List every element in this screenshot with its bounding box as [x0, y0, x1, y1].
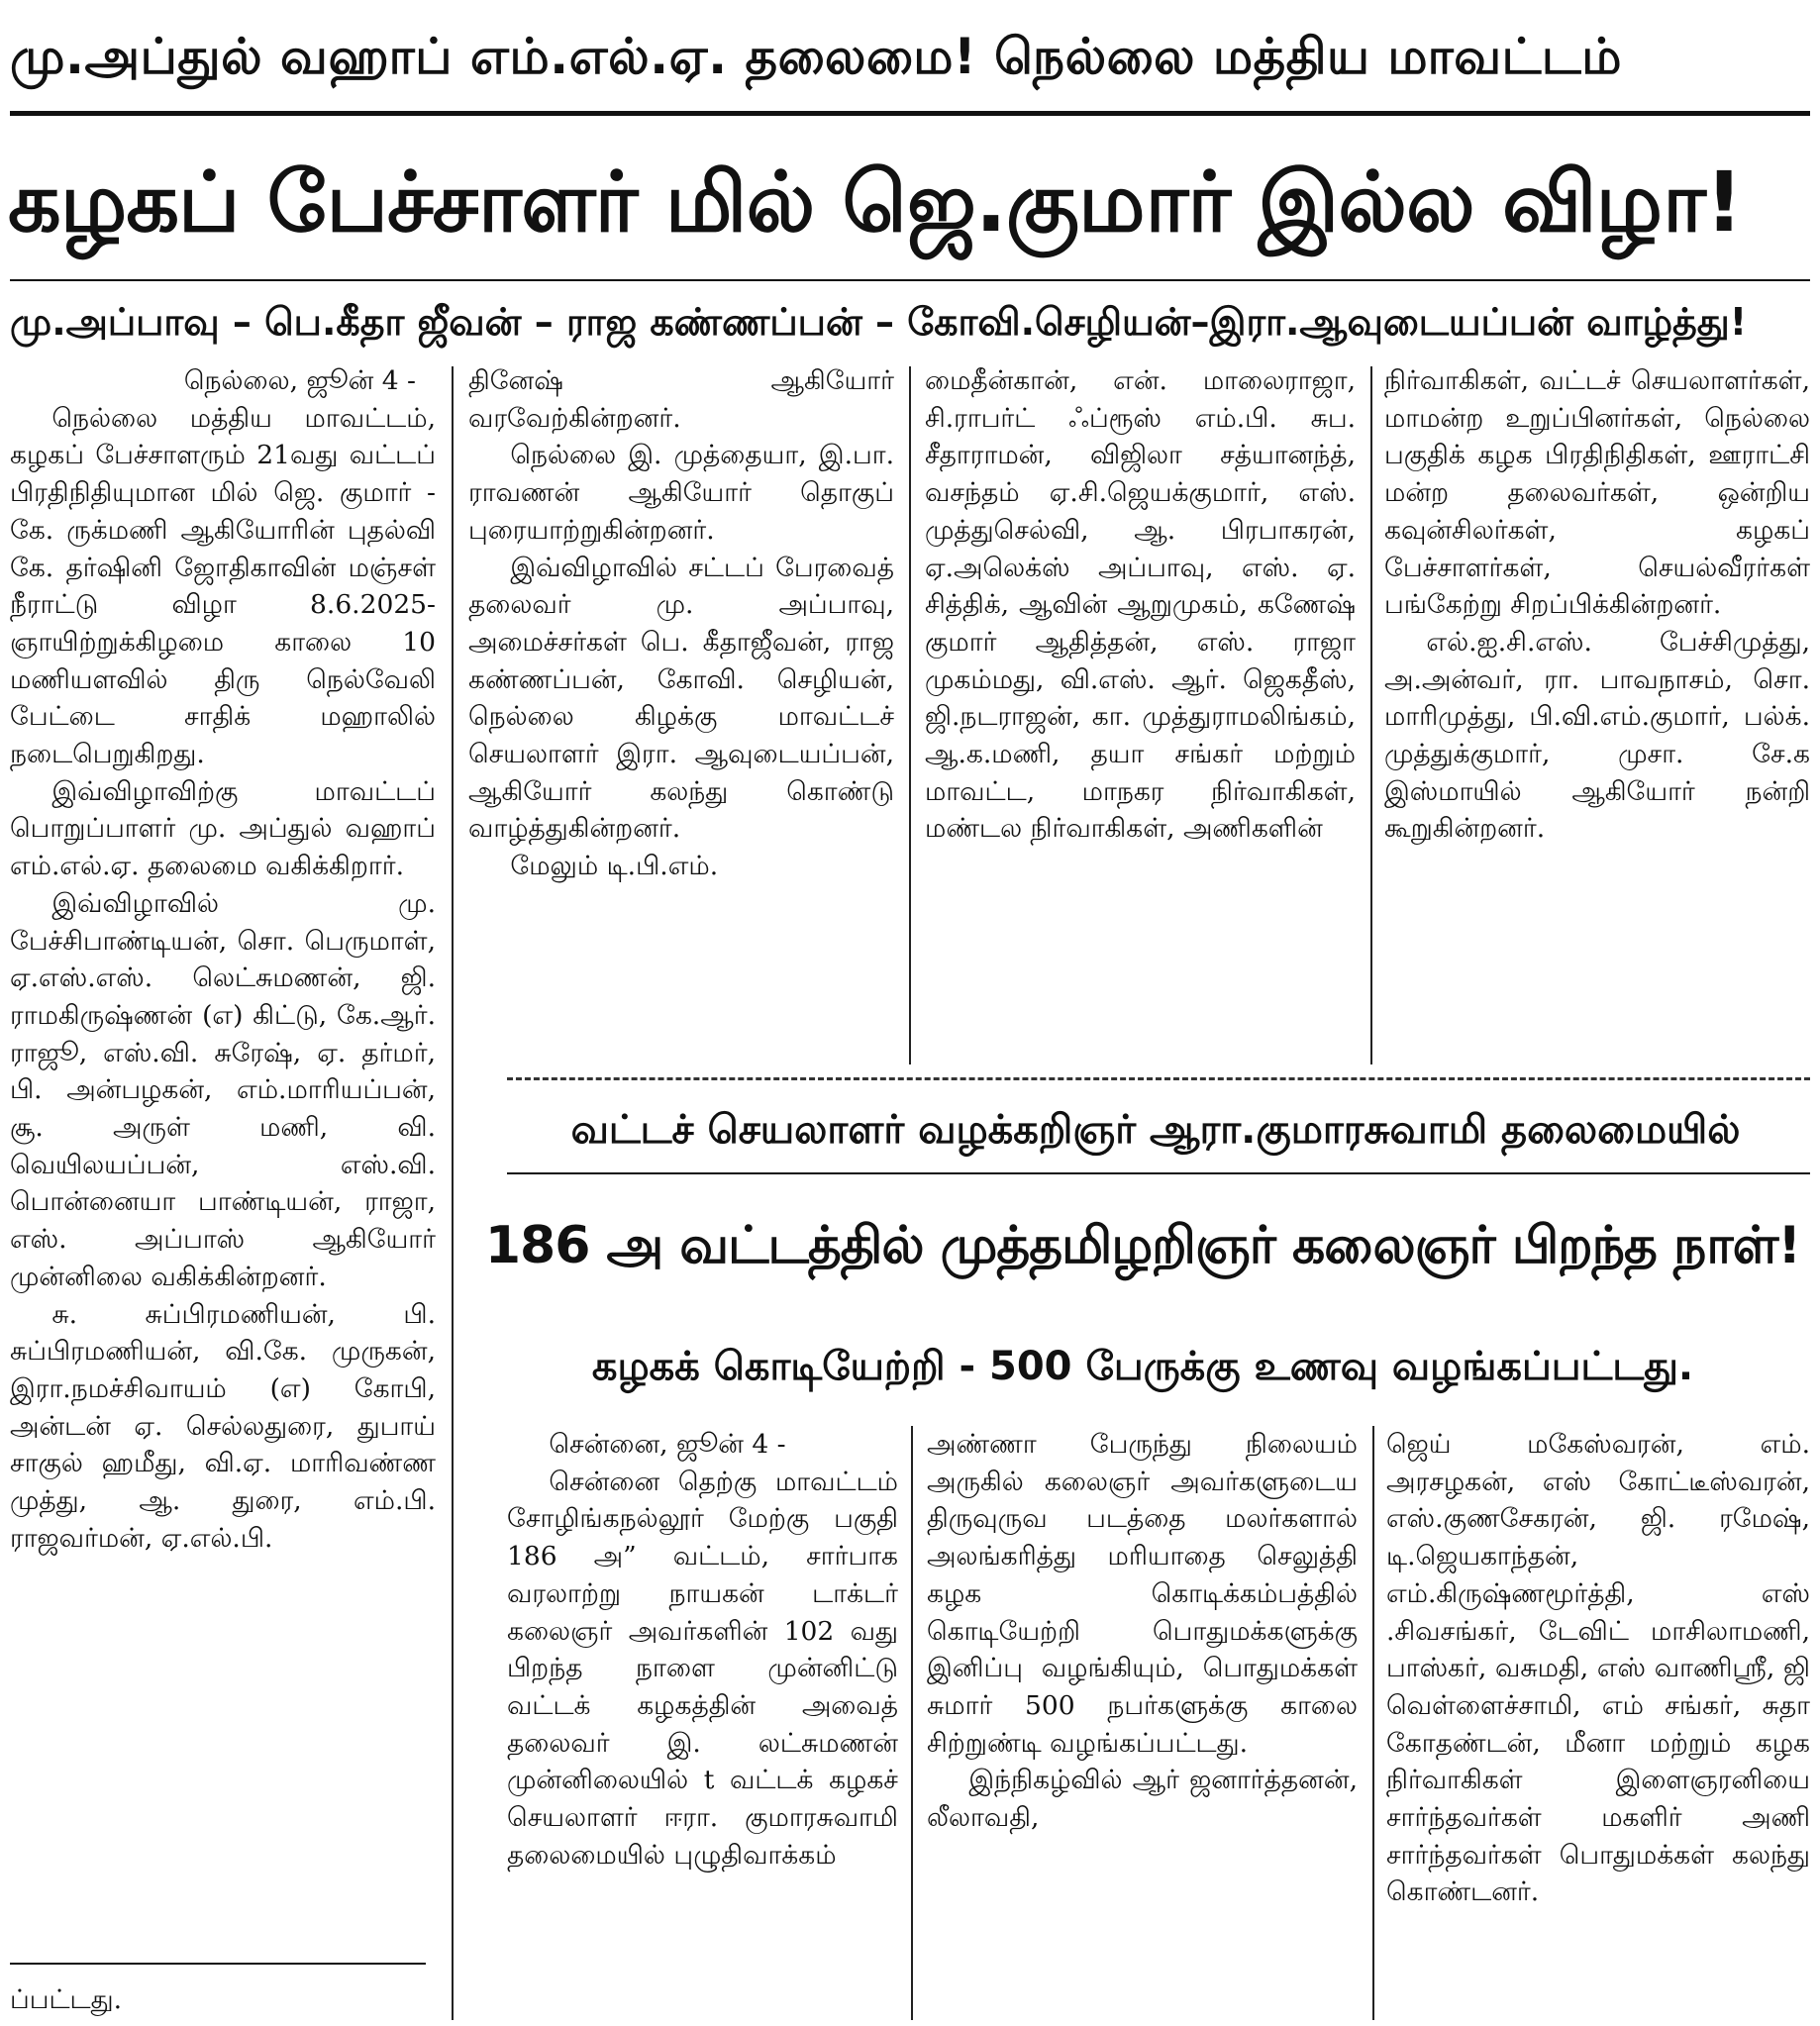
column-divider — [911, 1426, 913, 2020]
article2-column-1 — [507, 1426, 898, 2022]
article1-subhead: மு.அப்பாவு – பெ.கீதா ஜீவன் – ராஜ கண்ணப்பன் – கோவி.செழியன்–இரா.ஆவுடையப்பன் வாழ்த்து! — [10, 300, 1748, 344]
paragraph: சென்னை தெற்கு மாவட்டம் சோழிங்கநல்லூர் மேற்கு பகுதி 186 அ” வட்டம், சார்பாக வரலாற்று நாயகன் டாக்டர் கலைஞர் அவர்களின் 102 வது பிறந்த நாளை முன்னிட்டு வட்டக் கழகத்தின் அவைத் தலைவர் இ. லட்சுமணன் முன்னிலையில் t வட்டக் கழகச் செயலாளர் ஈரா. குமாரசுவாமி தலைமையில் புழுதிவாக்கம் — [507, 1466, 898, 1871]
article1-column-2 — [468, 362, 894, 1065]
article2-column-3 — [1386, 1426, 1810, 2022]
paragraph: நெல்லை மத்திய மாவட்டம், கழகப் பேச்சாளரும் 21வது வட்டப் பிரதிநிதியுமான மில் ஜெ. குமார் - கே. ருக்மணி ஆகியோரின் புதல்வி கே. தர்ஷினி ஜோதிகாவின் மஞ்சள் நீராட்டு விழா 8.6.2025-ஞாயிற்றுக்கிழமை காலை 10 மணியளவில் திரு நெல்வேலி பேட்டை சாதிக் மஹாலில் நடைபெறுகிறது. — [10, 402, 436, 770]
paragraph: இவ்விழாவில் மு. பேச்சிபாண்டியன், சொ. பெருமாள், ஏ.எஸ்.எஸ். லெட்சுமணன், ஜி. ராமகிருஷ்ணன் (எ) கிட்டு, கே.ஆர். ராஜூ, எஸ்.வி. சுரேஷ், ஏ. தர்மர், பி. அன்பழகன், எம்.மாரியப்பன், சூ. அருள் மணி, வி. வெயிலயப்பன், எஸ்.வி. பொன்னையா பாண்டியன், ராஜா, எஸ். அப்பாஸ் ஆகியோர் முன்னிலை வகிக்கின்றனர். — [10, 887, 436, 1292]
paragraph: தினேஷ் ஆகியோர் வரவேற்கின்றனர். — [468, 365, 894, 434]
column-divider — [1372, 1426, 1374, 2020]
next-story-fragment: ப்பட்டது. — [10, 1984, 123, 2015]
article2-dateline: சென்னை, ஜூன் 4 - — [549, 1429, 786, 1460]
paragraph: இவ்விழாவில் சட்டப் பேரவைத் தலைவர் மு. அப்பாவு, அமைச்சர்கள் பெ. கீதாஜீவன், ராஜ கண்ணப்பன், கோவி. செழியன், நெல்லை கிழக்கு மாவட்டச் செயலாளர் இரா. ஆவுடையப்பன், ஆகியோர் கலந்து கொண்டு வாழ்த்துகின்றனர். — [468, 552, 894, 845]
article2-subhead: கழகக் கொடியேற்றி - 500 பேருக்கு உணவு வழங்கப்பட்டது. — [591, 1344, 1694, 1389]
paragraph: அண்ணா பேருந்து நிலையம் அருகில் கலைஞர் அவர்களுடைய திருவுருவ படத்தை மலர்களால் அலங்கரித்து மரியாதை செலுத்தி கழக கொடிக்கம்பத்தில் கொடியேற்றி பொதுமக்களுக்கு இனிப்பு வழங்கியும், பொதுமக்கள் சுமார் 500 நபர்களுக்கு காலை சிற்றுண்டி வழங்கப்பட்டது. — [927, 1429, 1358, 1759]
article1-column-1 — [10, 362, 436, 2011]
article2-kicker: வட்டச் செயலாளர் வழக்கறிஞர் ஆரா.குமாரசுவாமி தலைமையில் — [570, 1107, 1741, 1153]
column-divider — [1370, 366, 1372, 1064]
paragraph: நிர்வாகிகள், வட்டச் செயலாளர்கள், மாமன்ற உறுப்பினர்கள், நெல்லை பகுதிக் கழக பிரதிநிதிகள், ஊராட்சி மன்ற தலைவர்கள், ஒன்றிய கவுன்சிலர்கள், கழகப் பேச்சாளர்கள், செயல்வீரர்கள் பங்கேற்று சிறப்பிக்கின்றனர். — [1384, 365, 1810, 621]
paragraph: மைதீன்கான், என். மாலைராஜா, சி.ராபர்ட் ஃப்ரூஸ் எம்.பி. சுப. சீதாராமன், விஜிலா சத்யானந்த், வசந்தம் ஏ.சி.ஜெயக்குமார், எஸ். முத்துசெல்வி, ஆ. பிரபாகரன், ஏ.அலெக்ஸ் அப்பாவு, எஸ். ஏ. சித்திக், ஆவின் ஆறுமுகம், கணேஷ் குமார் ஆதித்தன், எஸ். ராஜா முகம்மது, வி.எஸ். ஆர். ஜெகதீஸ், ஜி.நடராஜன், கா. முத்துராமலிங்கம், ஆ.க.மணி, தயா சங்கர் மற்றும் மாவட்ட, மாநகர நிர்வாகிகள், மண்டல நிர்வாகிகள், அணிகளின் — [925, 365, 1356, 845]
article1-kicker: மு.அப்துல் வஹாப் எம்.எல்.ஏ. தலைமை! நெல்லை மத்திய மாவட்டம் — [10, 28, 1622, 85]
paragraph: ஜெய் மகேஸ்வரன், எம். அரசழகன், எஸ் கோட்டீஸ்வரன், எஸ்.குணசேகரன், ஜி. ரமேஷ், டி.ஜெயகாந்தன், எம்.கிருஷ்ணமூர்த்தி, எஸ் .சிவசங்கர், டேவிட் மாசிலாமணி, பாஸ்கர், வசுமதி, எஸ் வாணிஸ்ரீ, ஜி வெள்ளைச்சாமி, எம் சங்கர், சுதா கோதண்டன், மீனா மற்றும் கழக நிர்வாகிகள் இளைஞரனியை சார்ந்தவர்கள் மகளிர் அணி சார்ந்தவர்கள் பொதுமக்கள் கலந்து கொண்டனர். — [1386, 1429, 1810, 1908]
column-divider — [452, 366, 454, 2020]
paragraph: மேலும் டி.பி.எம். — [510, 851, 719, 882]
article-separator — [507, 1077, 1810, 1080]
headline-divider — [10, 279, 1810, 281]
column-divider — [909, 366, 911, 1064]
paragraph: இவ்விழாவிற்கு மாவட்டப் பொறுப்பாளர் மு. அப்துல் வஹாப் எம்.எல்.ஏ. தலைமை வகிக்கிறார். — [10, 775, 436, 882]
article1-headline: கழகப் பேச்சாளர் மில் ஜெ.குமார் இல்ல விழா! — [8, 153, 1743, 251]
article2-headline: 186 அ வட்டத்தில் முத்தமிழறிஞர் கலைஞர் பிறந்த நாள்! — [484, 1216, 1801, 1275]
article1-dateline: நெல்லை, ஜூன் 4 - — [183, 365, 416, 396]
paragraph: நெல்லை இ. முத்தையா, இ.பா. ராவணன் ஆகியோர் தொகுப் புரையாற்றுகின்றனர். — [468, 440, 894, 546]
paragraph: சு. சுப்பிரமணியன், பி. சுப்பிரமணியன், வி.கே. முருகன், இரா.நமச்சிவாயம் (எ) கோபி, அன்டன் ஏ. செல்லதுரை, துபாய் சாகுல் ஹமீது, வி.ஏ. மாரிவண்ண முத்து, ஆ. துரை, எம்.பி. ராஜவர்மன், ஏ.எல்.பி. — [10, 1298, 436, 1554]
article1-column-3 — [925, 362, 1356, 1065]
article2-kicker-divider — [507, 1172, 1810, 1174]
paragraph: எல்.ஐ.சி.எஸ். பேச்சிமுத்து, அ.அன்வர், ரா. பாவநாசம், சொ. மாரிமுத்து, பி.வி.எம்.குமார், பல்க். முத்துக்குமார், முசா. சே.க இஸ்மாயில் ஆகியோர் நன்றி கூறுகின்றனர். — [1384, 626, 1810, 845]
article2-column-2 — [927, 1426, 1358, 2022]
kicker-divider — [10, 111, 1810, 116]
bottom-divider — [10, 1963, 426, 1965]
article1-column-4 — [1384, 362, 1810, 1011]
paragraph: இந்நிகழ்வில் ஆர் ஜனார்த்தனன், லீலாவதி, — [927, 1765, 1358, 1834]
